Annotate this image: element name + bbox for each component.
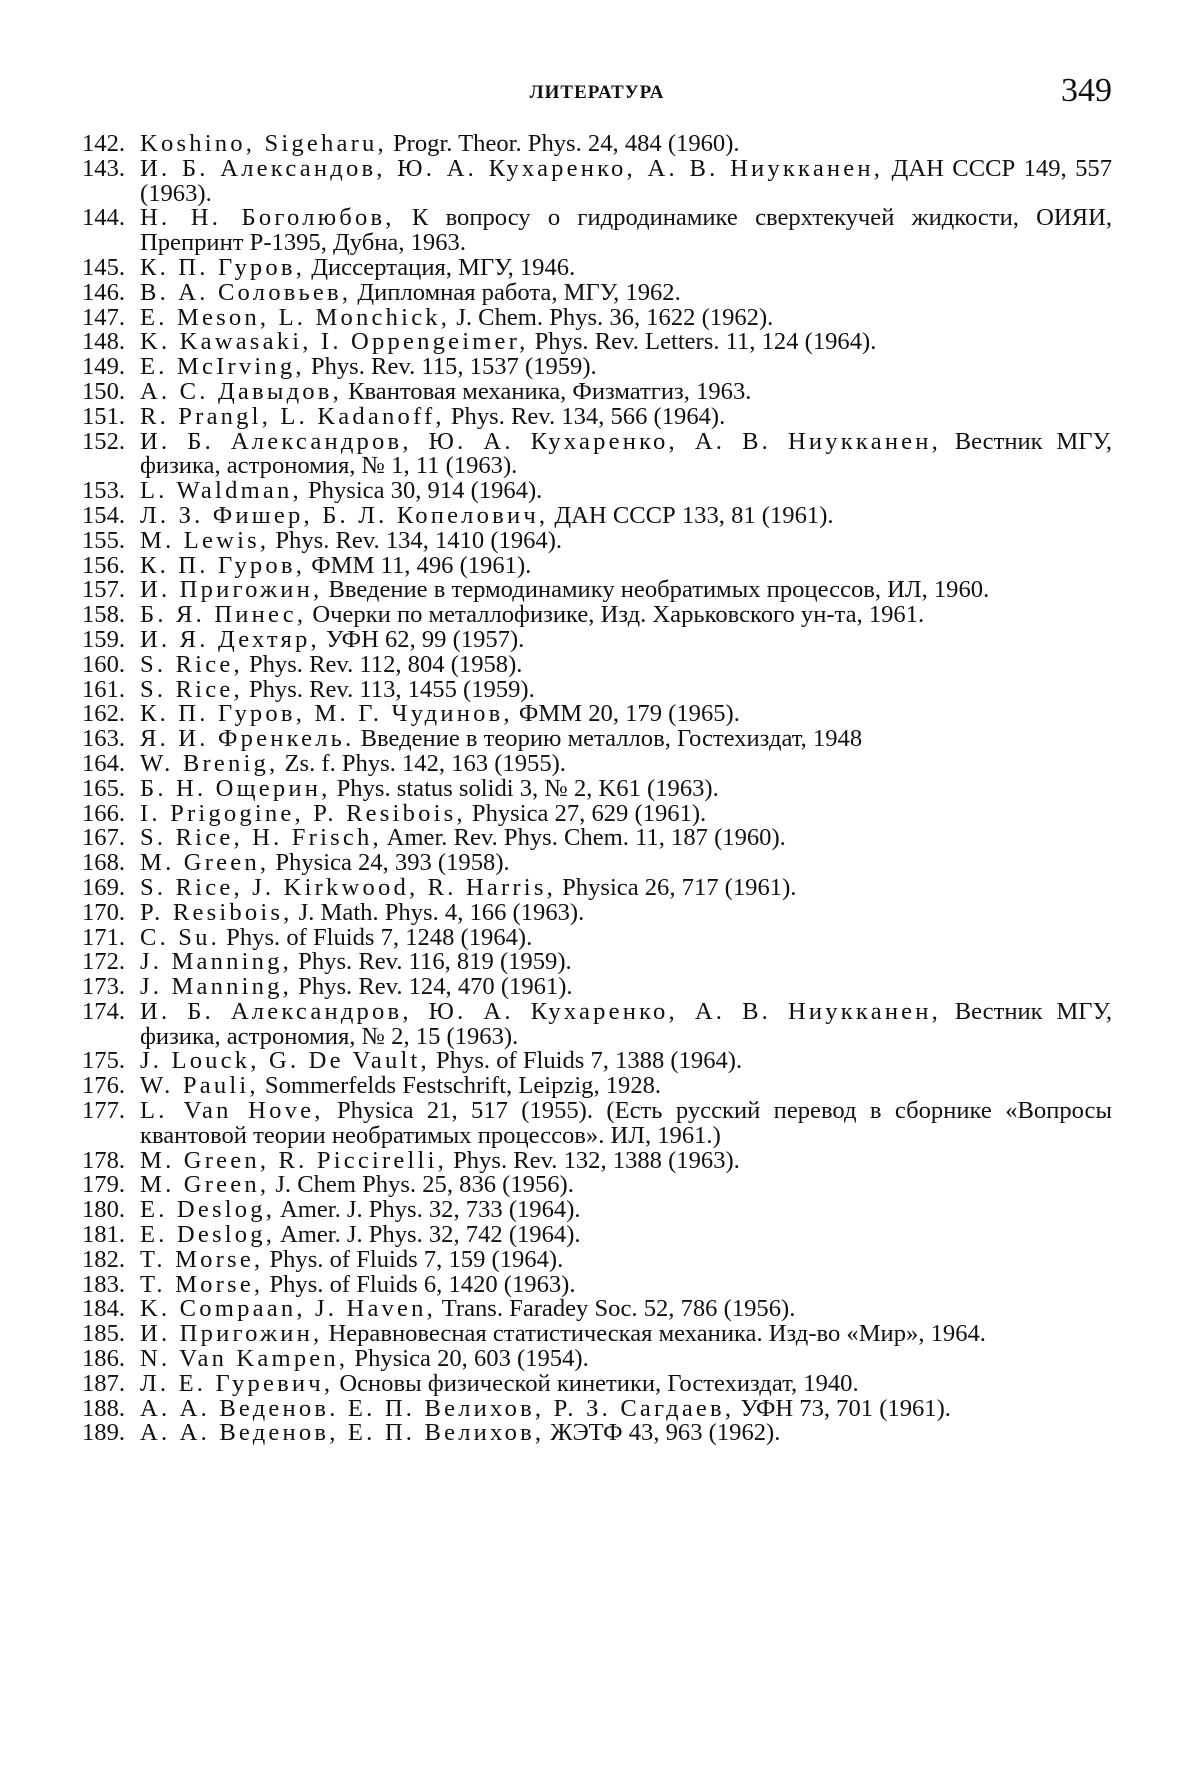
reference-source: ЖЭТФ 43, 963 (1962). — [544, 1419, 781, 1447]
reference-source: Вестник МГУ, физика, астрономия, № 1, 11 (1963). — [140, 427, 1112, 480]
reference-authors: Koshino, Sigeharu, — [140, 130, 387, 157]
reference-number: 173. — [82, 973, 126, 1001]
reference-item — [82, 1049, 1112, 1074]
reference-item — [82, 1369, 1112, 1397]
reference-number: 178. — [82, 1146, 126, 1174]
reference-item — [82, 154, 1112, 207]
reference-authors: L. Van Hove, — [140, 1097, 324, 1125]
reference-source: Введение в термодинамику необратимых процессов, ИЛ, 1960. — [322, 576, 990, 604]
reference-source: ФММ 20, 179 (1965). — [512, 700, 740, 728]
reference-authors: И. Пригожин, — [140, 576, 323, 604]
reference-item — [82, 1394, 1112, 1422]
book-page — [82, 68, 1112, 1446]
reference-item — [82, 377, 1112, 405]
reference-authors: Б. Н. Ощерин, — [140, 774, 331, 802]
reference-number: 148. — [82, 328, 126, 356]
reference-list — [82, 132, 1112, 1446]
reference-item — [82, 997, 1112, 1050]
reference-number: 169. — [82, 873, 126, 901]
reference-number: 152. — [82, 427, 126, 455]
reference-number: 180. — [82, 1196, 126, 1224]
reference-item — [82, 402, 1112, 430]
reference-item — [82, 206, 1112, 256]
reference-item — [82, 551, 1112, 579]
reference-source: Phys. Rev. 134, 566 (1964). — [444, 402, 726, 430]
reference-number: 161. — [82, 675, 126, 703]
reference-item — [82, 501, 1112, 529]
reference-item — [82, 132, 1112, 157]
reference-number: 167. — [82, 824, 126, 852]
reference-number: 189. — [82, 1419, 126, 1447]
reference-number: 174. — [82, 997, 126, 1025]
reference-authors: N. Van Kampen, — [140, 1345, 349, 1373]
reference-item — [82, 650, 1112, 678]
reference-number: 156. — [82, 551, 126, 579]
reference-item — [82, 427, 1112, 480]
reference-item — [82, 330, 1112, 355]
reference-number: 164. — [82, 749, 126, 777]
reference-item — [82, 479, 1112, 504]
reference-source: УФН 62, 99 (1957). — [319, 625, 525, 653]
reference-source: ДАН СССР 149, 557 (1963). — [140, 154, 1112, 207]
reference-source: Phys. of Fluids 7, 159 (1964). — [263, 1245, 564, 1273]
reference-authors: А. А. Веденов. Е. П. Велихов, Р. З. Сагдаев, — [140, 1394, 735, 1422]
reference-source: Amer. Rev. Phys. Chem. 11, 187 (1960). — [381, 824, 786, 852]
reference-source: Дипломная работа, МГУ, 1962. — [351, 278, 681, 306]
reference-authors: M. Green, R. Piccirelli, — [140, 1146, 447, 1174]
reference-source: ДАН СССР 133, 81 (1961). — [548, 501, 834, 529]
reference-authors: В. А. Соловьев, — [140, 278, 352, 306]
reference-item — [82, 799, 1112, 827]
reference-item — [82, 975, 1112, 1000]
reference-number: 187. — [82, 1369, 126, 1397]
reference-item — [82, 526, 1112, 554]
reference-number: 145. — [82, 253, 126, 281]
page-number: 349 — [1061, 72, 1112, 109]
reference-source: Диссертация, МГУ, 1946. — [305, 253, 576, 281]
reference-authors: S. Rice, J. Kirkwood, R. Harris, — [140, 873, 556, 901]
reference-number: 158. — [82, 601, 126, 629]
reference-number: 143. — [82, 154, 126, 182]
reference-item — [82, 1421, 1112, 1446]
running-title: ЛИТЕРАТУРА — [529, 82, 665, 103]
reference-item — [82, 873, 1112, 901]
reference-source: Phys. Rev. 124, 470 (1961). — [292, 973, 573, 1001]
reference-authors: J. Louck, G. De Vault, — [140, 1047, 430, 1075]
reference-source: J. Chem. Phys. 36, 1622 (1962). — [450, 303, 774, 331]
reference-number: 142. — [82, 130, 126, 157]
reference-number: 151. — [82, 402, 126, 430]
reference-number: 166. — [82, 799, 126, 827]
reference-authors: А. А. Веденов, Е. П. Велихов, — [140, 1419, 545, 1447]
reference-number: 170. — [82, 898, 126, 926]
reference-authors: И. Б. Александов, Ю. А. Кухаренко, А. В. Ниукканен, — [140, 154, 884, 182]
reference-authors: Н. Н. Боголюбов, — [140, 204, 395, 232]
reference-authors: К. П. Гуров, — [140, 551, 306, 579]
reference-number: 182. — [82, 1245, 126, 1273]
reference-authors: Л. З. Фишер, Б. Л. Копелович, — [140, 501, 549, 529]
reference-authors: I. Prigogine, P. Resibois, — [140, 799, 466, 827]
reference-item — [82, 826, 1112, 851]
reference-source: Zs. f. Phys. 142, 163 (1955). — [278, 749, 566, 777]
reference-number: 176. — [82, 1072, 126, 1100]
page-header — [82, 68, 1112, 118]
reference-item — [82, 578, 1112, 603]
reference-number: 186. — [82, 1345, 126, 1373]
reference-number: 157. — [82, 576, 126, 604]
reference-source: Physica 24, 393 (1958). — [269, 849, 510, 877]
reference-authors: E. McIrving, — [140, 353, 305, 381]
reference-source: Основы физической кинетики, Гостехиздат, 1940. — [333, 1369, 859, 1397]
reference-authors: P. Resibois, — [140, 898, 293, 926]
reference-item — [82, 1198, 1112, 1223]
reference-item — [82, 1146, 1112, 1174]
reference-number: 184. — [82, 1295, 126, 1323]
reference-source: УФН 73, 701 (1961). — [734, 1394, 951, 1422]
reference-item — [82, 1270, 1112, 1298]
reference-number: 146. — [82, 278, 126, 306]
reference-authors: T. Morse, — [140, 1270, 264, 1298]
reference-item — [82, 727, 1112, 752]
reference-item — [82, 625, 1112, 653]
reference-authors: S. Rice, — [140, 650, 243, 678]
reference-source: Квантовая механика, Физматгиз, 1963. — [341, 377, 752, 405]
reference-authors: S. Rice, H. Frisch, — [140, 824, 382, 852]
reference-item — [82, 898, 1112, 926]
reference-source: Phys. Rev. Letters. 11, 124 (1964). — [528, 328, 877, 356]
reference-source: Phys. of Fluids 7, 1388 (1964). — [429, 1047, 743, 1075]
reference-source: Phys. Rev. 112, 804 (1958). — [242, 650, 523, 678]
reference-item — [82, 774, 1112, 802]
reference-authors: R. Prangl, L. Kadanoff, — [140, 402, 445, 430]
reference-authors: M. Green, — [140, 1171, 270, 1199]
reference-source: Phys. Rev. 134, 1410 (1964). — [269, 526, 563, 554]
reference-source: Phys. Rev. 116, 819 (1959). — [292, 948, 572, 976]
reference-source: Amer. J. Phys. 32, 733 (1964). — [275, 1196, 581, 1224]
reference-authors: L. Waldman, — [140, 477, 302, 505]
reference-authors: И. Б. Александров, Ю. А. Кухаренко, А. В. Ниукканен, — [140, 997, 942, 1025]
reference-authors: M. Lewis, — [140, 526, 270, 554]
reference-item — [82, 1074, 1112, 1099]
reference-item — [82, 1099, 1112, 1149]
reference-source: Phys. status solidi 3, № 2, K61 (1963). — [330, 774, 719, 802]
reference-authors: K. Compaan, J. Haven, — [140, 1295, 437, 1323]
reference-authors: Б. Я. Пинес, — [140, 601, 307, 629]
reference-authors: К. П. Гуров, — [140, 253, 306, 281]
reference-authors: К. П. Гуров, М. Г. Чудинов, — [140, 700, 513, 728]
reference-authors: C. Su. — [140, 923, 221, 951]
reference-number: 159. — [82, 625, 126, 653]
reference-source: Очерки по металлофизике, Изд. Харьковского ун-та, 1961. — [306, 601, 925, 629]
reference-source: Phys. Rev. 115, 1537 (1959). — [304, 353, 597, 381]
reference-number: 179. — [82, 1171, 126, 1199]
reference-authors: E. Deslog, — [140, 1196, 276, 1224]
reference-item — [82, 749, 1112, 777]
reference-number: 171. — [82, 923, 126, 951]
reference-authors: А. С. Давыдов, — [140, 377, 342, 405]
reference-item — [82, 253, 1112, 281]
reference-source: ФММ 11, 496 (1961). — [305, 551, 532, 579]
reference-number: 147. — [82, 303, 126, 331]
reference-item — [82, 603, 1112, 628]
reference-authors: W. Brenig, — [140, 749, 279, 777]
reference-item — [82, 355, 1112, 380]
reference-source: Amer. J. Phys. 32, 742 (1964). — [275, 1221, 581, 1249]
reference-source: J. Math. Phys. 4, 166 (1963). — [292, 898, 585, 926]
reference-authors: E. Meson, L. Monchick, — [140, 303, 451, 331]
reference-source: Вестник МГУ, физика, астрономия, № 2, 15 (1963). — [140, 997, 1112, 1050]
reference-source: Phys. Rev. 132, 1388 (1963). — [446, 1146, 740, 1174]
reference-authors: Л. Е. Гуревич, — [140, 1369, 334, 1397]
reference-number: 162. — [82, 700, 126, 728]
reference-source: Phys. of Fluids 7, 1248 (1964). — [220, 923, 533, 951]
reference-source: Physica 30, 914 (1964). — [301, 477, 543, 505]
reference-authors: И. Я. Дехтяр, — [140, 625, 320, 653]
reference-source: Physica 21, 517 (1955). (Есть русский перевод в сборнике «Вопросы квантовой теории необратимых процессов». ИЛ, 1961.) — [140, 1097, 1112, 1149]
reference-number: 183. — [82, 1270, 126, 1298]
reference-item — [82, 1173, 1112, 1198]
reference-number: 154. — [82, 501, 126, 529]
reference-source: Trans. Faradey Soc. 52, 786 (1956). — [436, 1295, 796, 1323]
reference-source: Введение в теорию металлов, Гостехиздат, 1948 — [354, 725, 863, 753]
reference-authors: И. Пригожин, — [140, 1320, 323, 1348]
reference-source: Неравновесная статистическая механика. Изд-во «Мир», 1964. — [322, 1320, 986, 1348]
reference-number: 163. — [82, 725, 126, 753]
reference-authors: И. Б. Александров, Ю. А. Кухаренко, А. В. Ниукканен, — [140, 427, 942, 455]
reference-item — [82, 851, 1112, 876]
reference-number: 181. — [82, 1221, 126, 1249]
reference-number: 177. — [82, 1097, 126, 1125]
reference-source: Physica 26, 717 (1961). — [555, 873, 797, 901]
reference-item — [82, 303, 1112, 331]
reference-authors: T. Morse, — [140, 1245, 264, 1273]
reference-source: J. Chem Phys. 25, 836 (1956). — [269, 1171, 574, 1199]
reference-source: Physica 20, 603 (1954). — [348, 1345, 589, 1373]
reference-number: 175. — [82, 1047, 126, 1075]
reference-authors: M. Green, — [140, 849, 270, 877]
reference-authors: S. Rice, — [140, 675, 243, 703]
reference-source: Phys. Rev. 113, 1455 (1959). — [242, 675, 535, 703]
reference-item — [82, 1245, 1112, 1273]
reference-number: 172. — [82, 948, 126, 976]
reference-number: 185. — [82, 1320, 126, 1348]
reference-source: Phys. of Fluids 6, 1420 (1963). — [263, 1270, 576, 1298]
reference-number: 153. — [82, 477, 126, 505]
reference-number: 144. — [82, 204, 126, 232]
reference-source: Sommerfelds Festschrift, Leipzig, 1928. — [258, 1072, 662, 1100]
reference-source: К вопросу о гидродинамике сверхтекучей жидкости, ОИЯИ, Препринт Р-1395, Дубна, 1963. — [140, 204, 1112, 257]
reference-number: 168. — [82, 849, 126, 877]
reference-item — [82, 1223, 1112, 1248]
reference-item — [82, 1322, 1112, 1347]
reference-item — [82, 1347, 1112, 1372]
reference-authors: J. Manning, — [140, 948, 293, 976]
reference-number: 165. — [82, 774, 126, 802]
reference-item — [82, 950, 1112, 975]
reference-item — [82, 1297, 1112, 1322]
reference-item — [82, 923, 1112, 951]
reference-item — [82, 675, 1112, 703]
reference-number: 150. — [82, 377, 126, 405]
reference-authors: W. Pauli, — [140, 1072, 259, 1100]
reference-authors: E. Deslog, — [140, 1221, 276, 1249]
reference-source: Physica 27, 629 (1961). — [465, 799, 707, 827]
reference-item — [82, 702, 1112, 727]
reference-number: 155. — [82, 526, 126, 554]
reference-authors: K. Kawasaki, I. Oppengeimer, — [140, 328, 529, 356]
reference-authors: J. Manning, — [140, 973, 293, 1001]
reference-source: Progr. Theor. Phys. 24, 484 (1960). — [386, 130, 740, 157]
reference-item — [82, 278, 1112, 306]
reference-number: 188. — [82, 1394, 126, 1422]
reference-authors: Я. И. Френкель. — [140, 725, 355, 753]
reference-number: 160. — [82, 650, 126, 678]
reference-number: 149. — [82, 353, 126, 381]
